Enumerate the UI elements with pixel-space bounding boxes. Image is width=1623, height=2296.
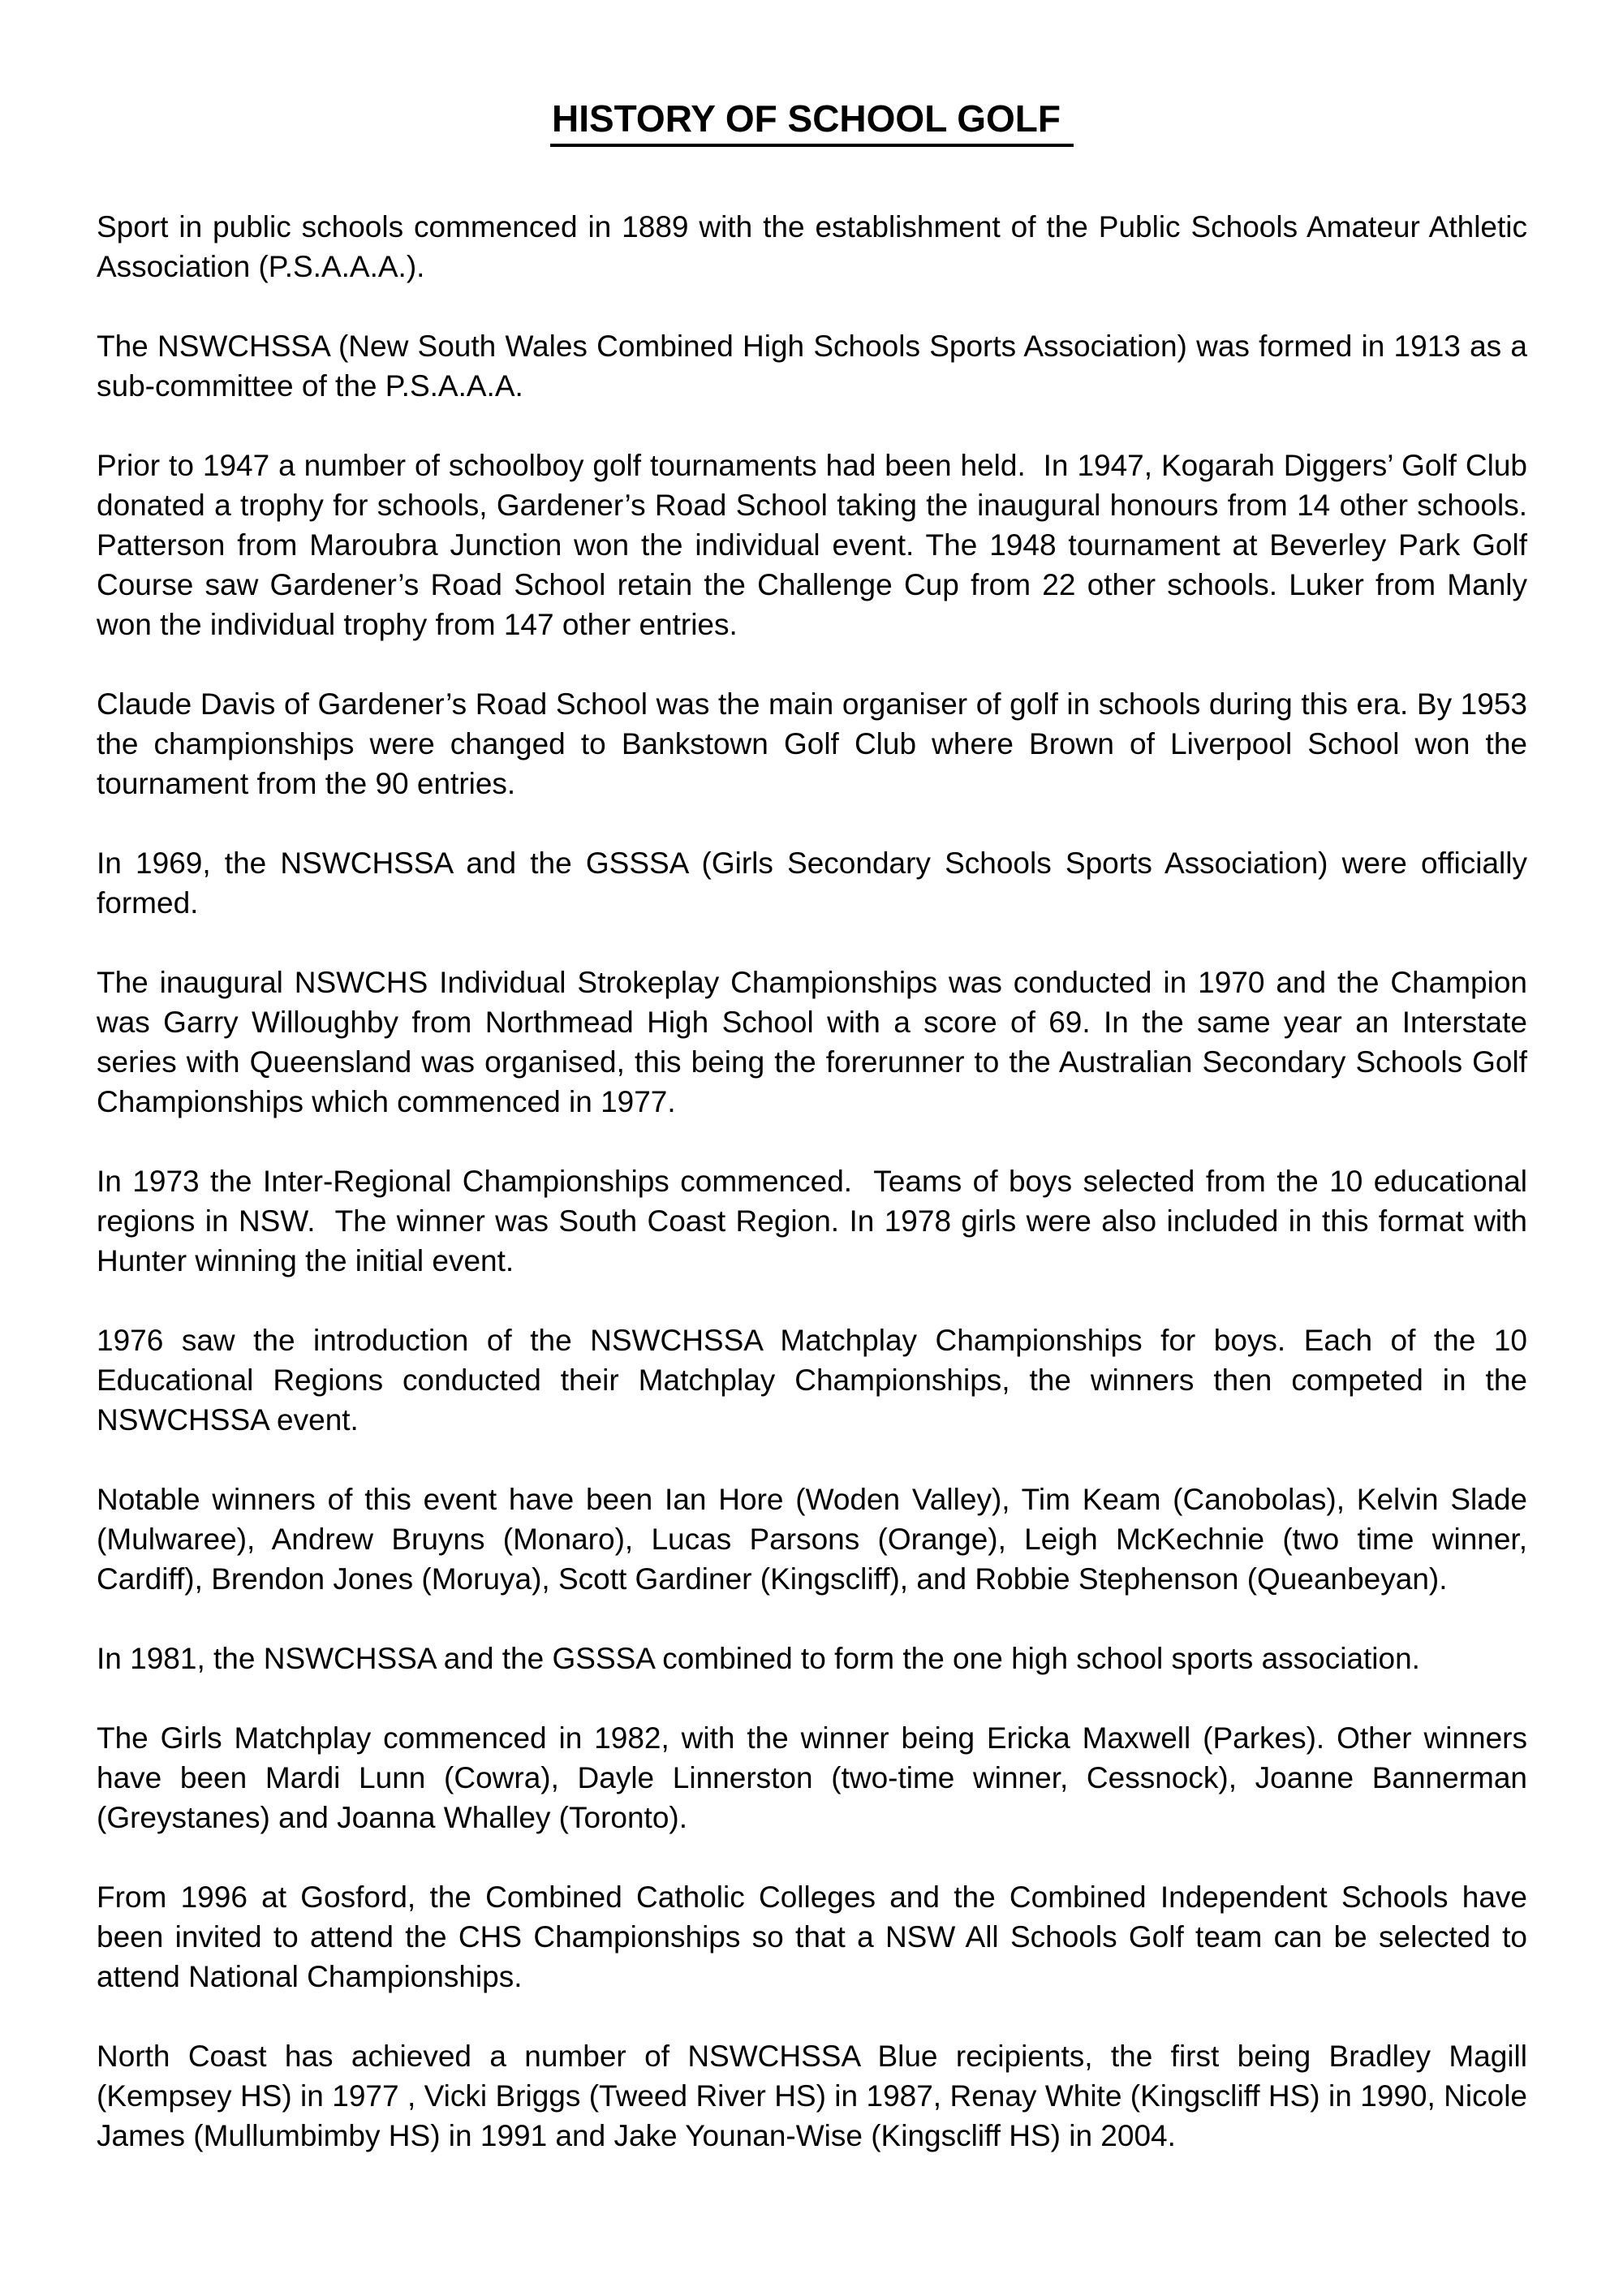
paragraph: In 1969, the NSWCHSSA and the GSSSA (Girls Secondary Schools Sports Association) were officially formed. (97, 846, 1536, 920)
paragraph: 1976 saw the introduction of the NSWCHSSA Matchplay Championships for boys. Each of the 10 Educational Regions conducted their Matchplay Championships, the winners then competed in the NSWCHSSA event. (97, 1324, 1536, 1437)
document-title (97, 96, 1527, 147)
paragraph: North Coast has achieved a number of NSWCHSSA Blue recipients, the first being Bradley Magill (Kempsey HS) in 1977 , Vicki Briggs (Tweed River HS) in 1987, Renay White (Kingscliff HS) in 1990, Nicole James (Mullumbimby HS) in 1991 and Jake Younan-Wise (Kingscliff HS) in 2004. (97, 2040, 1536, 2152)
paragraph: Notable winners of this event have been Ian Hore (Woden Valley), Tim Keam (Canobolas), Kelvin Slade (Mulwaree), Andrew Bruyns (Monaro), Lucas Parsons (Orange), Leigh McKechnie (two time winner, Cardiff), Brendon Jones (Moruya), Scott Gardiner (Kingscliff), and Robbie Stephenson (Queanbeyan). (97, 1483, 1536, 1596)
paragraph: In 1981, the NSWCHSSA and the GSSSA combined to form the one high school sports association. (97, 1642, 1420, 1675)
paragraph: The inaugural NSWCHS Individual Strokeplay Championships was conducted in 1970 and the Champion was Garry Willoughby from Northmead High School with a score of 69. In the same year an Interstate series with Queensland was organised, this being the forerunner to the Australian Secondary Schools Golf Championships which commenced in 1977. (97, 966, 1536, 1118)
paragraph: In 1973 the Inter-Regional Championships commenced. Teams of boys selected from the 10 educational regions in NSW. The winner was South Coast Region. In 1978 girls were also included in this format with Hunter winning the initial event. (97, 1165, 1536, 1277)
document-title-text: HISTORY OF SCHOOL GOLF (550, 96, 1074, 147)
paragraph: The Girls Matchplay commenced in 1982, with the winner being Ericka Maxwell (Parkes). Other winners have been Mardi Lunn (Cowra), Dayle Linnerston (two-time winner, Cessnock), Joanne Bannerman (Greystanes) and Joanna Whalley (Toronto). (97, 1721, 1536, 1834)
document-body (97, 207, 1544, 2156)
paragraph: Prior to 1947 a number of schoolboy golf tournaments had been held. In 1947, Kogarah Diggers’ Golf Club donated a trophy for schools, Gardener’s Road School taking the inaugural honours from 14 other schools. Patterson from Maroubra Junction won the individual event. The 1948 tournament at Beverley Park Golf Course saw Gardener’s Road School retain the Challenge Cup from 22 other schools. Luker from Manly won the individual trophy from 147 other entries. (97, 449, 1544, 641)
paragraph: Claude Davis of Gardener’s Road School was the main organiser of golf in schools during this era. By 1953 the championships were changed to Bankstown Golf Club where Brown of Liverpool School won the tournament from the 90 entries. (97, 687, 1536, 800)
paragraph: From 1996 at Gosford, the Combined Catholic Colleges and the Combined Independent Schools have been invited to attend the CHS Championships so that a NSW All Schools Golf team can be selected to attend National Championships. (97, 1880, 1536, 1993)
paragraph: Sport in public schools commenced in 1889 with the establishment of the Public Schools Amateur Athletic Association (P.S.A.A.A.). (97, 210, 1535, 283)
paragraph: The NSWCHSSA (New South Wales Combined High Schools Sports Association) was formed in 1913 as a sub-committee of the P.S.A.A.A. (97, 330, 1536, 403)
